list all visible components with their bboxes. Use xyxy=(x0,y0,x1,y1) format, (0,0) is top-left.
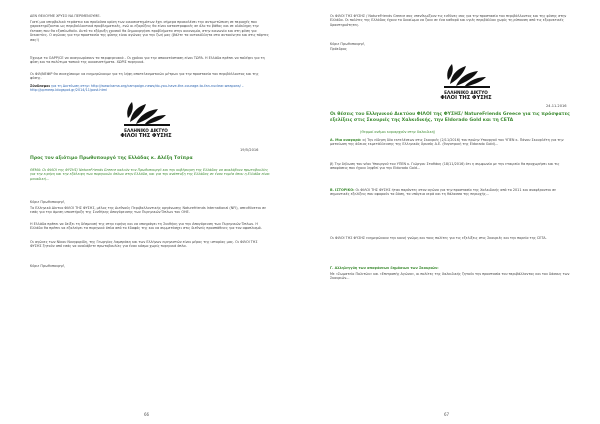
paragraph: Με «Σωματείο Πολιτών» και «Επιτροπής Αγώνα», οι πολίτες της Χαλκιδικής ζητούν την προστασία του περιβάλλοντος και του δάσους των Σκουριών... xyxy=(330,272,570,281)
signature-title: Πρόεδρος xyxy=(330,47,347,51)
paragraph: Γιατί μια υπερβολικά τεράστια και προϊούσα κρίση των οικοσυστημάτων έχει σήμερα προκαλέσει την αντιμετώπιση σε περιοχές που χαρακτηρίζονται ως περιβαλλοντικά προβληματικές, ενώ οι εξορύξεις θα είναι καταστροφικές σε όλο το βάθος και σε ολόκληρη την έκταση που θα εξαπλωθούν. Αυτό το εξόρυξη χρυσού θα δημιουργήσει προβλήματα στην οικονομία, στην κοινωνία και στη φύση για δεκαετίες. Ο αγώνας για την προστασία της φύσης είναι αγώνας για την ζωή μας (βάλτε τα αυτοκόλλητα στα αυτοκίνητα και στις πόρτες σας!) xyxy=(30,20,269,42)
logo-line-1: ΕΛΛΗΝΙΚΟ ΔΙΚΤΥΟ xyxy=(124,128,168,133)
article-subtitle: (Θερμοί ανέμοι κυριαρχούν στην Χαλκιδική) xyxy=(360,130,436,134)
section-b-heading: Β. ΙΣΤΟΡΙΚΟ: xyxy=(330,188,355,192)
section-a-heading: Α. Μια αναφορά: xyxy=(330,138,362,142)
paragraph: ΔΕΝ ΘΕΛΟΥΜΕ ΧΡΥΣΟ ΝΑ ΠΕΡΙΜΕΝΟΥΜΕ. xyxy=(30,14,101,18)
closing: Κύριε Πρωθυπουργέ, xyxy=(330,42,366,46)
paragraph: Έχουμε το ΟΑΡΡ/CE να αναγνωρίσουν τα περιφερειακά - Οι χρόνοι για την αποκατάσταση είναι ΤΩΡΑ. Η Ελλάδα πρέπει να παλέψει για τη φύση και τα πολύτιμα τοπικά της οικοσυστήματα. ΧΩΡΙΣ πυρηνικά. xyxy=(30,56,265,65)
article-title: Οι θέσεις του Ελληνικού Δικτύου ΦΙΛΟΙ της ΦΥΣΗΣ/ NatureFriends Greece για τις πρόσφατες εξελίξεις στις Σκουριές της Χαλκιδικής, την Eldorado Gold και τη CETA xyxy=(330,112,570,123)
section-b: Β. ΙΣΤΟΡΙΚΟ: Οι ΦΙΛΟΙ ΤΗΣ ΦΥΣΗΣ ήταν παρόντες στον αγώνα για την προστασία της Χαλκιδικής από το 2011 και αναφέρονται σε σημαντικές εξελίξεις που αφορούν τα δάση, τα υπόγεια νερά και τη θάλασσα της περιοχής... xyxy=(330,188,557,197)
letter-title: Προς τον αξιότιμο Πρωθυπουργό της Ελλάδας κ. Αλέξη Τσίπρα xyxy=(30,156,193,161)
paragraph: Οι ΦΙΛΟΙ ΤΗΣ ΦΥΣΗΣ ενημερώνουν την κοινή γνώμη και τους πολίτες για τις εξελίξεις στις Σκουριές και την πορεία της CETA. xyxy=(330,236,547,240)
article-date: 24.11.2016 xyxy=(546,104,567,108)
links-text[interactable]: για τη Δικτύωση στην: http://www.kama.org/campaign-news/do-you-have-the-courage-to-fan-nuclear-weapons/ – http://ppmeep.blogspot.gr/2014/11/post.html xyxy=(30,84,244,93)
page-number: 66 xyxy=(144,412,150,417)
leaf-emblem-icon xyxy=(100,100,192,128)
section-g-heading: Γ. Αλληλεγγύη των αποφάσεων δημόσιων των Σκουριών: xyxy=(330,266,439,270)
paragraph: Οι ΦΙΛ/ΝΕΦΙΡ θα συνεχίσουμε να ενημερώνουμε για τη λήψη αποτελεσματικών μέτρων για την προστασία του περιβάλλοντος και της φύσης. xyxy=(30,72,259,81)
paragraph: Το Ελληνικό Δίκτυο ΦΙΛΟΙ ΤΗΣ ΦΥΣΗΣ, μέλος της Διεθνούς Περιβαλλοντικής οργάνωσης Naturefriends International (NFI), απευθύνεται σε εσάς για την άμεση υποστήριξη της Συνθήκης Απαγόρευσης των Πυρηνικών Όπλων του ΟΗΕ. xyxy=(30,206,267,215)
paragraph: β) Την δήλωση του νέου Υπουργού του ΥΠΕΝ κ. Γιώργου Σταθάκη (18/11/2016) ότι η συμφωνία με την εταιρεία θα προχωρήσει και τις αποφάσεις που έχουν ληφθεί για την Eldorado Gold... xyxy=(330,162,560,171)
links-paragraph xyxy=(30,84,270,93)
paragraph: Οι αγώνες των Νίκου Νικηφορίδη, της Γεωργίας Λαμπράκη και των Ελλήνων ειρηνιστών είναι μέρος της ιστορίας μας. Οι ΦΙΛΟΙ ΤΗΣ ΦΥΣΗΣ ζητούν από εσάς να αναλάβετε πρωτοβουλίες για έναν κόσμο χωρίς πυρηνικά όπλα. xyxy=(30,240,258,249)
salutation: Κύριε Πρωθυπουργέ, xyxy=(30,264,66,268)
logo-line-2: ΦΙΛΟΙ ΤΗΣ ΦΥΣΗΣ xyxy=(440,95,492,101)
section-a: Α. Μια αναφορά: α) Την είδηση δύο εκτελέσεων στις Σκουριές (2/11/2016) του πρώην Υπουργού του ΥΠΕΝ κ. Πάνου Σκουρλέτη για την ματαίωση της άδειας εκμετάλλευσης της Ελληνικός Χρυσός Α.Ε. (θυγατρική της Eldorado Gold)... xyxy=(330,138,564,147)
links-label: Σύνδεσμοι xyxy=(30,84,50,88)
page-number: 67 xyxy=(444,412,450,417)
right-page xyxy=(300,0,600,424)
paragraph: Η Ελλάδα πρέπει να δείξει τη δέσμευσή της στην ειρήνη και να υπογράψει τη Συνθήκη για την Απαγόρευση των Πυρηνικών Όπλων. Η Ελλάδα θα πρέπει να εξαλείψει τα πυρηνικά όπλα από το έδαφός της και να συμμετάσχει στις διεθνείς προσπάθειες για τον αφοπλισμό. xyxy=(30,222,262,231)
leaf-emblem-icon xyxy=(420,62,512,90)
letter-date: 19/5/2016 xyxy=(240,148,259,152)
naturefriends-logo xyxy=(420,62,512,102)
paragraph: Οι ΦΙΛΟΙ ΤΗΣ ΦΥΣΗΣ / NatureFriends Greece σας υπενθυμίζουν τις ευθύνες σας για την προστασία του περιβάλλοντος και της φύσης στην Ελλάδα. Οι πολίτες της Ελλάδας έχουν το δικαίωμα να ζουν σε ένα καθαρό και υγιές περιβάλλον χωρίς τη ρύπανση από τις εξορυκτικές δραστηριότητες. xyxy=(330,14,567,27)
letter-subject: ΘΕΜΑ: Οι ΦΙΛΟΙ της ΦΥΣΗΣ/ NatureFriends Greece καλούν τον Πρωθυπουργό και την κυβέρνηση της Ελλάδας να αναλάβουν πρωτοβουλίες για την ειρήνη και την εξάλειψη των πυρηνικών όπλων στην Ελλάδα, και για την ανάπτυξη της Ελλάδας σε έναν τομέα όπου η Ελλάδα είναι μοναδική... xyxy=(30,168,270,181)
logo-line-1: ΕΛΛΗΝΙΚΟ ΔΙΚΤΥΟ xyxy=(444,90,488,95)
salutation: Κύριε Πρωθυπουργέ, xyxy=(30,200,66,204)
logo-line-2: ΦΙΛΟΙ ΤΗΣ ΦΥΣΗΣ xyxy=(120,133,172,139)
naturefriends-logo xyxy=(100,100,192,140)
